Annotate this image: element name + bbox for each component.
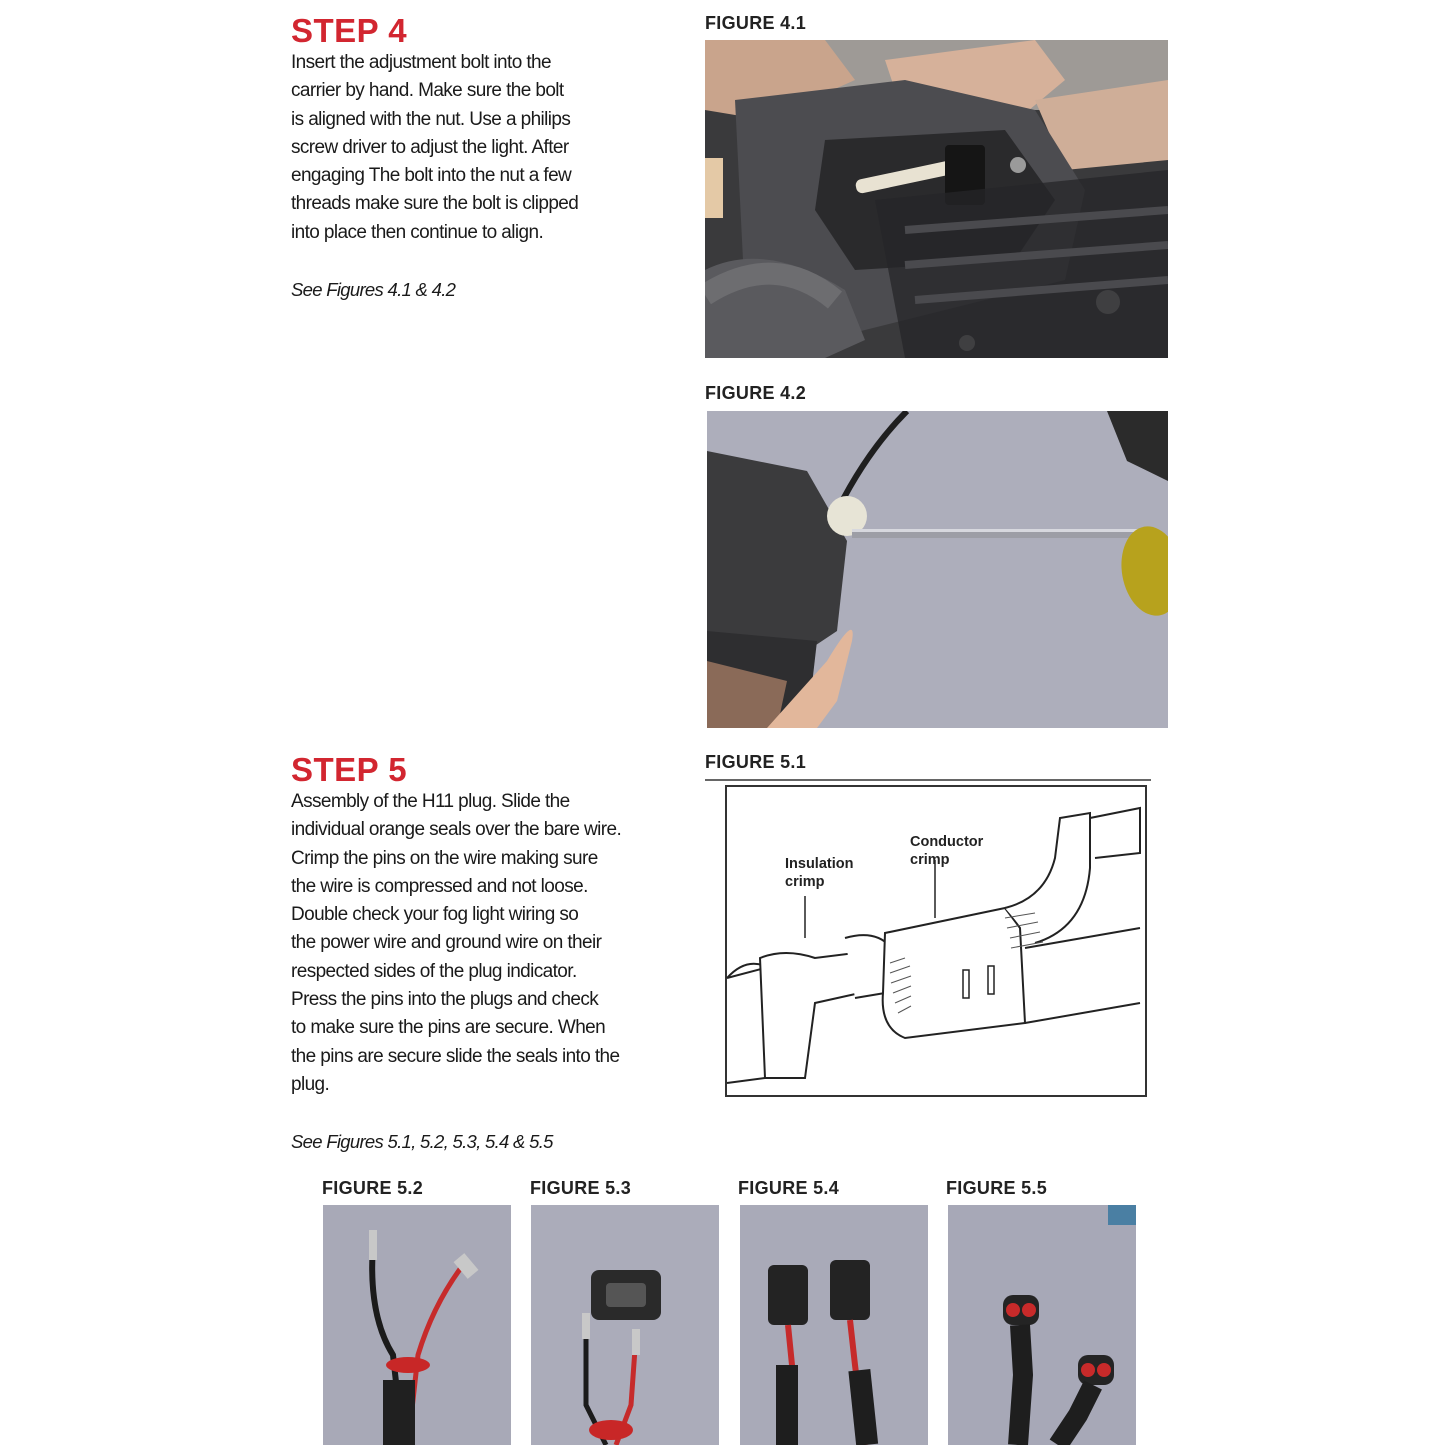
step5-line: respected sides of the plug indicator.	[291, 960, 577, 982]
step4-line: screw driver to adjust the light. After	[291, 136, 569, 158]
step5-line: the pins are secure slide the seals into the	[291, 1045, 620, 1067]
step5-title: STEP 5	[291, 751, 408, 788]
step5-see-figures: See Figures 5.1, 5.2, 5.3, 5.4 & 5.5	[291, 1131, 553, 1152]
step4-title: STEP 4	[291, 12, 408, 49]
step4-line: into place then continue to align.	[291, 221, 544, 243]
figure-5-4-photo	[740, 1205, 928, 1445]
step4-body	[291, 49, 578, 247]
conductor-crimp-label-1: Conductor	[910, 834, 984, 850]
step4-line: is aligned with the nut. Use a philips	[291, 108, 571, 130]
step5-line: Double check your fog light wiring so	[291, 904, 579, 926]
step5-line: the power wire and ground wire on their	[291, 932, 602, 954]
figure-5-4-label: FIGURE 5.4	[738, 1178, 840, 1198]
step4-line: threads make sure the bolt is clipped	[291, 193, 579, 215]
figure-4-2-photo	[707, 411, 1168, 728]
step5-line: Press the pins into the plugs and check	[291, 989, 599, 1011]
figure-4-1-label: FIGURE 4.1	[705, 13, 807, 33]
figure-5-2-photo	[323, 1205, 511, 1445]
step4-line: carrier by hand. Make sure the bolt	[291, 80, 564, 102]
conductor-crimp-label-2: crimp	[910, 852, 950, 868]
figure-5-3-label: FIGURE 5.3	[530, 1178, 632, 1198]
step5-line: Crimp the pins on the wire making sure	[291, 847, 598, 869]
figure-5-1-diagram	[705, 778, 1151, 1100]
step4-see-figures: See Figures 4.1 & 4.2	[291, 279, 456, 300]
step5-line: plug.	[291, 1073, 330, 1095]
figure-5-5-label: FIGURE 5.5	[946, 1178, 1048, 1198]
figure-5-2-label: FIGURE 5.2	[322, 1178, 424, 1198]
insulation-crimp-label-1: Insulation	[785, 856, 854, 872]
step5-line: Assembly of the H11 plug. Slide the	[291, 791, 570, 812]
step5-body	[291, 788, 621, 1099]
step5-line: to make sure the pins are secure. When	[291, 1017, 606, 1039]
figure-5-1-label: FIGURE 5.1	[705, 752, 807, 772]
step4-line: engaging The bolt into the nut a few	[291, 165, 572, 187]
step4-line: Insert the adjustment bolt into the	[291, 52, 551, 73]
figure-4-2-label: FIGURE 4.2	[705, 383, 807, 403]
insulation-crimp-label-2: crimp	[785, 874, 825, 890]
figure-5-3-photo	[531, 1205, 719, 1445]
figure-4-1-photo	[705, 40, 1168, 358]
step5-line: individual orange seals over the bare wire.	[291, 819, 622, 841]
step5-line: the wire is compressed and not loose.	[291, 875, 588, 897]
figure-5-5-photo	[948, 1205, 1136, 1445]
